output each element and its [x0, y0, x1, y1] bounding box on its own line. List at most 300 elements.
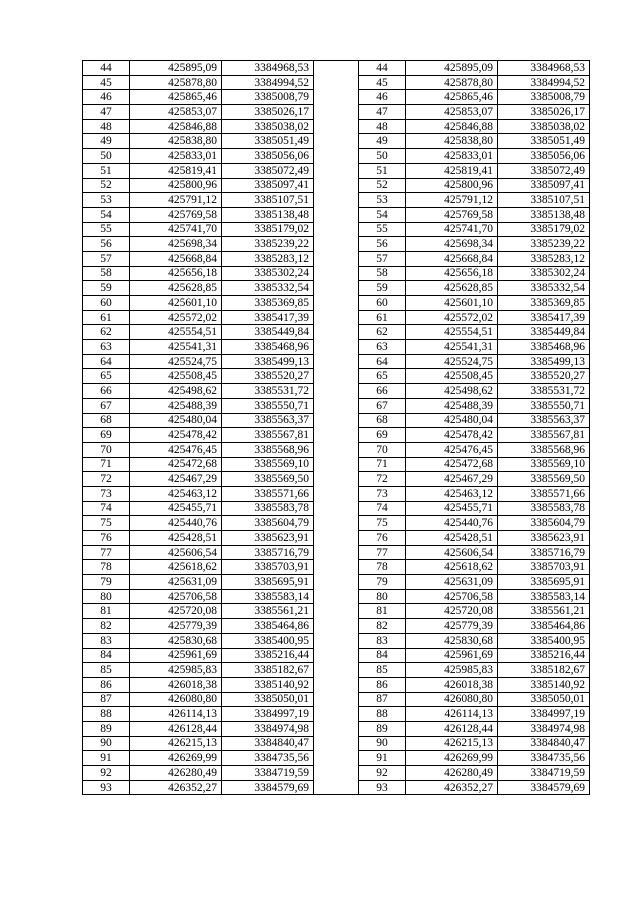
right-y-coordinate: 3385604,79 — [498, 516, 590, 531]
right-point-number: 71 — [359, 457, 406, 472]
left-x-coordinate: 425800,96 — [130, 178, 222, 193]
left-point-number: 79 — [83, 575, 130, 590]
left-y-coordinate: 3385531,72 — [222, 384, 314, 399]
right-point-number: 84 — [359, 648, 406, 663]
left-x-coordinate: 425455,71 — [130, 501, 222, 516]
left-point-number: 71 — [83, 457, 130, 472]
column-gap — [314, 751, 359, 766]
right-y-coordinate: 3384994,52 — [498, 75, 590, 90]
left-x-coordinate: 425865,46 — [130, 90, 222, 105]
column-gap — [314, 251, 359, 266]
right-y-coordinate: 3385038,02 — [498, 119, 590, 134]
right-point-number: 53 — [359, 193, 406, 208]
left-y-coordinate: 3385026,17 — [222, 105, 314, 120]
right-point-number: 58 — [359, 266, 406, 281]
left-y-coordinate: 3385695,91 — [222, 575, 314, 590]
left-y-coordinate: 3385056,06 — [222, 149, 314, 164]
right-point-number: 72 — [359, 472, 406, 487]
right-x-coordinate: 425440,76 — [406, 516, 498, 531]
left-y-coordinate: 3385072,49 — [222, 163, 314, 178]
left-x-coordinate: 426269,99 — [130, 751, 222, 766]
right-point-number: 79 — [359, 575, 406, 590]
left-x-coordinate: 425488,39 — [130, 398, 222, 413]
column-gap — [314, 178, 359, 193]
table-row — [83, 707, 590, 722]
left-point-number: 54 — [83, 207, 130, 222]
right-y-coordinate: 3384974,98 — [498, 721, 590, 736]
right-x-coordinate: 425865,46 — [406, 90, 498, 105]
left-y-coordinate: 3385569,50 — [222, 472, 314, 487]
left-point-number: 64 — [83, 354, 130, 369]
left-y-coordinate: 3384735,56 — [222, 751, 314, 766]
right-x-coordinate: 425508,45 — [406, 369, 498, 384]
right-point-number: 66 — [359, 384, 406, 399]
right-point-number: 83 — [359, 633, 406, 648]
right-y-coordinate: 3385583,78 — [498, 501, 590, 516]
left-x-coordinate: 425601,10 — [130, 296, 222, 311]
left-y-coordinate: 3385464,86 — [222, 619, 314, 634]
left-y-coordinate: 3385179,02 — [222, 222, 314, 237]
left-y-coordinate: 3385604,79 — [222, 516, 314, 531]
table-row — [83, 251, 590, 266]
left-y-coordinate: 3385568,96 — [222, 442, 314, 457]
column-gap — [314, 369, 359, 384]
column-gap — [314, 663, 359, 678]
left-point-number: 55 — [83, 222, 130, 237]
column-gap — [314, 340, 359, 355]
table-row — [83, 516, 590, 531]
left-y-coordinate: 3385417,39 — [222, 310, 314, 325]
left-point-number: 75 — [83, 516, 130, 531]
right-point-number: 56 — [359, 237, 406, 252]
right-point-number: 87 — [359, 692, 406, 707]
left-point-number: 72 — [83, 472, 130, 487]
left-y-coordinate: 3385140,92 — [222, 677, 314, 692]
left-y-coordinate: 3385097,41 — [222, 178, 314, 193]
right-x-coordinate: 425455,71 — [406, 501, 498, 516]
table-row — [83, 310, 590, 325]
right-y-coordinate: 3385716,79 — [498, 545, 590, 560]
left-point-number: 61 — [83, 310, 130, 325]
left-x-coordinate: 425478,42 — [130, 428, 222, 443]
right-y-coordinate: 3385302,24 — [498, 266, 590, 281]
right-point-number: 44 — [359, 61, 406, 76]
table-row — [83, 384, 590, 399]
left-point-number: 57 — [83, 251, 130, 266]
column-gap — [314, 134, 359, 149]
right-y-coordinate: 3385567,81 — [498, 428, 590, 443]
coordinates-table-body — [83, 61, 590, 795]
left-point-number: 66 — [83, 384, 130, 399]
left-x-coordinate: 425480,04 — [130, 413, 222, 428]
column-gap — [314, 325, 359, 340]
left-x-coordinate: 426280,49 — [130, 766, 222, 781]
right-point-number: 91 — [359, 751, 406, 766]
right-x-coordinate: 425488,39 — [406, 398, 498, 413]
table-row — [83, 237, 590, 252]
right-y-coordinate: 3385400,95 — [498, 633, 590, 648]
left-y-coordinate: 3384840,47 — [222, 736, 314, 751]
right-x-coordinate: 425467,29 — [406, 472, 498, 487]
right-x-coordinate: 425554,51 — [406, 325, 498, 340]
right-x-coordinate: 426352,27 — [406, 780, 498, 795]
coordinates-table — [82, 60, 590, 795]
right-y-coordinate: 3385182,67 — [498, 663, 590, 678]
left-y-coordinate: 3385038,02 — [222, 119, 314, 134]
left-point-number: 70 — [83, 442, 130, 457]
right-point-number: 74 — [359, 501, 406, 516]
right-y-coordinate: 3385417,39 — [498, 310, 590, 325]
right-y-coordinate: 3385531,72 — [498, 384, 590, 399]
left-point-number: 86 — [83, 677, 130, 692]
left-y-coordinate: 3384997,19 — [222, 707, 314, 722]
right-point-number: 62 — [359, 325, 406, 340]
right-y-coordinate: 3385097,41 — [498, 178, 590, 193]
left-x-coordinate: 425668,84 — [130, 251, 222, 266]
right-point-number: 51 — [359, 163, 406, 178]
column-gap — [314, 266, 359, 281]
right-x-coordinate: 425706,58 — [406, 589, 498, 604]
left-point-number: 69 — [83, 428, 130, 443]
right-point-number: 50 — [359, 149, 406, 164]
left-x-coordinate: 425791,12 — [130, 193, 222, 208]
right-y-coordinate: 3385703,91 — [498, 560, 590, 575]
right-y-coordinate: 3385569,10 — [498, 457, 590, 472]
column-gap — [314, 398, 359, 413]
left-x-coordinate: 425541,31 — [130, 340, 222, 355]
right-y-coordinate: 3384579,69 — [498, 780, 590, 795]
left-point-number: 62 — [83, 325, 130, 340]
left-point-number: 67 — [83, 398, 130, 413]
right-point-number: 67 — [359, 398, 406, 413]
table-row — [83, 472, 590, 487]
left-x-coordinate: 426018,38 — [130, 677, 222, 692]
right-x-coordinate: 425524,75 — [406, 354, 498, 369]
right-point-number: 85 — [359, 663, 406, 678]
left-point-number: 89 — [83, 721, 130, 736]
right-y-coordinate: 3385072,49 — [498, 163, 590, 178]
table-row — [83, 266, 590, 281]
right-point-number: 65 — [359, 369, 406, 384]
right-point-number: 45 — [359, 75, 406, 90]
left-y-coordinate: 3385520,27 — [222, 369, 314, 384]
column-gap — [314, 442, 359, 457]
right-x-coordinate: 425830,68 — [406, 633, 498, 648]
right-y-coordinate: 3385468,96 — [498, 340, 590, 355]
table-row — [83, 692, 590, 707]
left-x-coordinate: 425508,45 — [130, 369, 222, 384]
right-point-number: 69 — [359, 428, 406, 443]
column-gap — [314, 619, 359, 634]
left-point-number: 92 — [83, 766, 130, 781]
right-point-number: 92 — [359, 766, 406, 781]
left-y-coordinate: 3385449,84 — [222, 325, 314, 340]
left-point-number: 44 — [83, 61, 130, 76]
column-gap — [314, 457, 359, 472]
column-gap — [314, 516, 359, 531]
column-gap — [314, 501, 359, 516]
left-y-coordinate: 3385283,12 — [222, 251, 314, 266]
column-gap — [314, 354, 359, 369]
left-point-number: 78 — [83, 560, 130, 575]
right-y-coordinate: 3385008,79 — [498, 90, 590, 105]
right-y-coordinate: 3384968,53 — [498, 61, 590, 76]
column-gap — [314, 766, 359, 781]
column-gap — [314, 61, 359, 76]
right-x-coordinate: 425480,04 — [406, 413, 498, 428]
right-x-coordinate: 426080,80 — [406, 692, 498, 707]
column-gap — [314, 707, 359, 722]
left-point-number: 74 — [83, 501, 130, 516]
left-x-coordinate: 425428,51 — [130, 531, 222, 546]
left-y-coordinate: 3385550,71 — [222, 398, 314, 413]
right-y-coordinate: 3385449,84 — [498, 325, 590, 340]
table-row — [83, 340, 590, 355]
right-y-coordinate: 3385216,44 — [498, 648, 590, 663]
column-gap — [314, 545, 359, 560]
column-gap — [314, 105, 359, 120]
right-y-coordinate: 3385561,21 — [498, 604, 590, 619]
left-point-number: 65 — [83, 369, 130, 384]
left-x-coordinate: 425631,09 — [130, 575, 222, 590]
column-gap — [314, 237, 359, 252]
right-x-coordinate: 425720,08 — [406, 604, 498, 619]
column-gap — [314, 648, 359, 663]
left-y-coordinate: 3384994,52 — [222, 75, 314, 90]
right-point-number: 77 — [359, 545, 406, 560]
right-point-number: 76 — [359, 531, 406, 546]
left-point-number: 82 — [83, 619, 130, 634]
right-y-coordinate: 3385569,50 — [498, 472, 590, 487]
right-point-number: 75 — [359, 516, 406, 531]
table-row — [83, 163, 590, 178]
column-gap — [314, 296, 359, 311]
left-point-number: 45 — [83, 75, 130, 90]
left-x-coordinate: 425463,12 — [130, 486, 222, 501]
left-point-number: 49 — [83, 134, 130, 149]
right-point-number: 88 — [359, 707, 406, 722]
left-point-number: 58 — [83, 266, 130, 281]
right-y-coordinate: 3385563,37 — [498, 413, 590, 428]
left-point-number: 68 — [83, 413, 130, 428]
left-x-coordinate: 425895,09 — [130, 61, 222, 76]
table-row — [83, 75, 590, 90]
left-y-coordinate: 3384579,69 — [222, 780, 314, 795]
left-x-coordinate: 426128,44 — [130, 721, 222, 736]
left-point-number: 52 — [83, 178, 130, 193]
left-x-coordinate: 425698,34 — [130, 237, 222, 252]
left-y-coordinate: 3385716,79 — [222, 545, 314, 560]
table-row — [83, 61, 590, 76]
column-gap — [314, 604, 359, 619]
right-point-number: 89 — [359, 721, 406, 736]
left-y-coordinate: 3385332,54 — [222, 281, 314, 296]
left-y-coordinate: 3385703,91 — [222, 560, 314, 575]
right-x-coordinate: 425618,62 — [406, 560, 498, 575]
table-row — [83, 413, 590, 428]
left-x-coordinate: 425606,54 — [130, 545, 222, 560]
table-row — [83, 531, 590, 546]
right-point-number: 48 — [359, 119, 406, 134]
table-row — [83, 457, 590, 472]
left-x-coordinate: 425618,62 — [130, 560, 222, 575]
right-x-coordinate: 425631,09 — [406, 575, 498, 590]
table-row — [83, 207, 590, 222]
column-gap — [314, 207, 359, 222]
left-y-coordinate: 3385571,66 — [222, 486, 314, 501]
right-y-coordinate: 3385583,14 — [498, 589, 590, 604]
left-y-coordinate: 3385583,14 — [222, 589, 314, 604]
right-x-coordinate: 425846,88 — [406, 119, 498, 134]
right-point-number: 52 — [359, 178, 406, 193]
left-x-coordinate: 425741,70 — [130, 222, 222, 237]
table-row — [83, 575, 590, 590]
left-x-coordinate: 425467,29 — [130, 472, 222, 487]
left-point-number: 80 — [83, 589, 130, 604]
column-gap — [314, 677, 359, 692]
left-point-number: 48 — [83, 119, 130, 134]
left-y-coordinate: 3385239,22 — [222, 237, 314, 252]
column-gap — [314, 780, 359, 795]
column-gap — [314, 589, 359, 604]
right-x-coordinate: 425878,80 — [406, 75, 498, 90]
right-x-coordinate: 425541,31 — [406, 340, 498, 355]
column-gap — [314, 692, 359, 707]
right-point-number: 55 — [359, 222, 406, 237]
table-row — [83, 604, 590, 619]
table-row — [83, 354, 590, 369]
table-row — [83, 560, 590, 575]
table-row — [83, 486, 590, 501]
table-row — [83, 648, 590, 663]
table-row — [83, 780, 590, 795]
left-x-coordinate: 425853,07 — [130, 105, 222, 120]
table-row — [83, 193, 590, 208]
left-x-coordinate: 425628,85 — [130, 281, 222, 296]
table-row — [83, 369, 590, 384]
left-y-coordinate: 3385216,44 — [222, 648, 314, 663]
left-y-coordinate: 3385569,10 — [222, 457, 314, 472]
right-point-number: 61 — [359, 310, 406, 325]
column-gap — [314, 575, 359, 590]
column-gap — [314, 310, 359, 325]
column-gap — [314, 119, 359, 134]
right-point-number: 64 — [359, 354, 406, 369]
left-y-coordinate: 3385008,79 — [222, 90, 314, 105]
left-x-coordinate: 426114,13 — [130, 707, 222, 722]
left-y-coordinate: 3385563,37 — [222, 413, 314, 428]
left-y-coordinate: 3385182,67 — [222, 663, 314, 678]
table-row — [83, 105, 590, 120]
column-gap — [314, 75, 359, 90]
table-row — [83, 134, 590, 149]
left-point-number: 59 — [83, 281, 130, 296]
right-x-coordinate: 425895,09 — [406, 61, 498, 76]
table-row — [83, 325, 590, 340]
right-y-coordinate: 3385107,51 — [498, 193, 590, 208]
right-point-number: 68 — [359, 413, 406, 428]
left-x-coordinate: 425706,58 — [130, 589, 222, 604]
right-x-coordinate: 425601,10 — [406, 296, 498, 311]
left-point-number: 51 — [83, 163, 130, 178]
left-x-coordinate: 425779,39 — [130, 619, 222, 634]
left-point-number: 63 — [83, 340, 130, 355]
left-y-coordinate: 3384974,98 — [222, 721, 314, 736]
column-gap — [314, 721, 359, 736]
left-x-coordinate: 426352,27 — [130, 780, 222, 795]
left-x-coordinate: 426215,13 — [130, 736, 222, 751]
right-y-coordinate: 3385695,91 — [498, 575, 590, 590]
right-x-coordinate: 425606,54 — [406, 545, 498, 560]
left-point-number: 85 — [83, 663, 130, 678]
right-x-coordinate: 426215,13 — [406, 736, 498, 751]
table-row — [83, 677, 590, 692]
left-x-coordinate: 425985,83 — [130, 663, 222, 678]
left-point-number: 60 — [83, 296, 130, 311]
left-x-coordinate: 425846,88 — [130, 119, 222, 134]
right-point-number: 63 — [359, 340, 406, 355]
right-point-number: 81 — [359, 604, 406, 619]
left-y-coordinate: 3384968,53 — [222, 61, 314, 76]
right-y-coordinate: 3385568,96 — [498, 442, 590, 457]
left-x-coordinate: 425961,69 — [130, 648, 222, 663]
right-y-coordinate: 3385138,48 — [498, 207, 590, 222]
left-point-number: 56 — [83, 237, 130, 252]
right-y-coordinate: 3385026,17 — [498, 105, 590, 120]
left-point-number: 84 — [83, 648, 130, 663]
column-gap — [314, 149, 359, 164]
right-point-number: 93 — [359, 780, 406, 795]
column-gap — [314, 281, 359, 296]
right-point-number: 78 — [359, 560, 406, 575]
left-x-coordinate: 425498,62 — [130, 384, 222, 399]
right-y-coordinate: 3385283,12 — [498, 251, 590, 266]
right-x-coordinate: 426280,49 — [406, 766, 498, 781]
left-y-coordinate: 3385138,48 — [222, 207, 314, 222]
right-x-coordinate: 425472,68 — [406, 457, 498, 472]
right-point-number: 80 — [359, 589, 406, 604]
left-y-coordinate: 3385302,24 — [222, 266, 314, 281]
right-x-coordinate: 425819,41 — [406, 163, 498, 178]
column-gap — [314, 163, 359, 178]
left-y-coordinate: 3385499,13 — [222, 354, 314, 369]
table-row — [83, 296, 590, 311]
left-point-number: 47 — [83, 105, 130, 120]
table-row — [83, 589, 590, 604]
right-point-number: 46 — [359, 90, 406, 105]
column-gap — [314, 560, 359, 575]
column-gap — [314, 384, 359, 399]
left-point-number: 46 — [83, 90, 130, 105]
left-x-coordinate: 425720,08 — [130, 604, 222, 619]
column-gap — [314, 633, 359, 648]
left-y-coordinate: 3385623,91 — [222, 531, 314, 546]
right-x-coordinate: 425478,42 — [406, 428, 498, 443]
left-y-coordinate: 3385561,21 — [222, 604, 314, 619]
left-x-coordinate: 425830,68 — [130, 633, 222, 648]
column-gap — [314, 472, 359, 487]
left-point-number: 53 — [83, 193, 130, 208]
right-x-coordinate: 425656,18 — [406, 266, 498, 281]
left-x-coordinate: 425554,51 — [130, 325, 222, 340]
table-row — [83, 222, 590, 237]
right-y-coordinate: 3385623,91 — [498, 531, 590, 546]
right-point-number: 86 — [359, 677, 406, 692]
right-point-number: 57 — [359, 251, 406, 266]
right-x-coordinate: 425668,84 — [406, 251, 498, 266]
right-x-coordinate: 425476,45 — [406, 442, 498, 457]
right-x-coordinate: 425769,58 — [406, 207, 498, 222]
